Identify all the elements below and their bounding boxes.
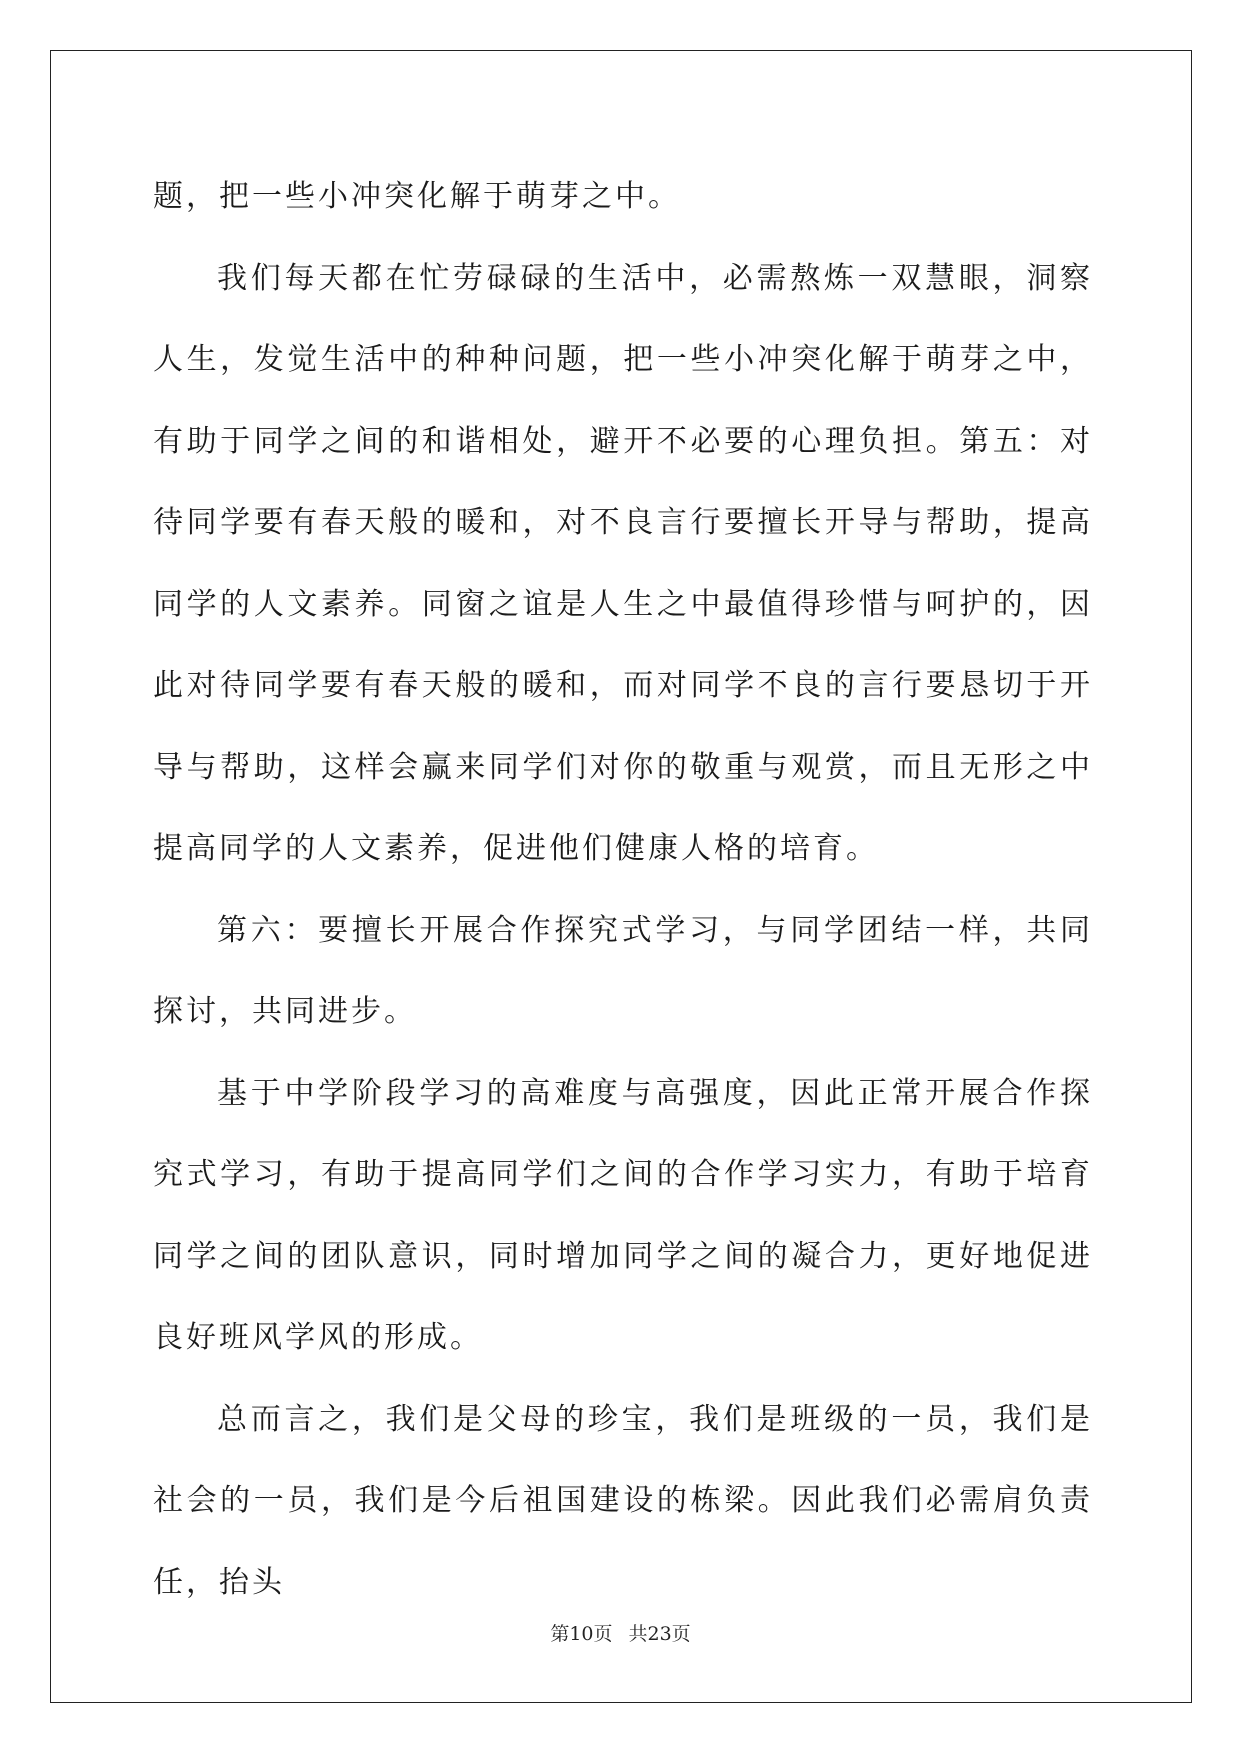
document-body (153, 156, 1093, 1623)
paragraph-1: 题，把一些小冲突化解于萌芽之中。 (153, 179, 681, 214)
page-total: 共23页 (628, 1623, 691, 1645)
paragraph-5: 总而言之，我们是父母的珍宝，我们是班级的一员，我们是社会的一员，我们是今后祖国建设的栋梁。因此我们必需肩负责任，抬头 (153, 1401, 1093, 1600)
paragraph-3: 第六：要擅长开展合作探究式学习，与同学团结一样，共同探讨，共同进步。 (153, 912, 1093, 1029)
page-number: 第10页 (550, 1623, 613, 1645)
page-footer (0, 1619, 1241, 1646)
paragraph-2: 我们每天都在忙劳碌碌的生活中，必需熬炼一双慧眼，洞察人生，发觉生活中的种种问题，把一些小冲突化解于萌芽之中，有助于同学之间的和谐相处，避开不必要的心理负担。第五：对待同学要有春天般的暖和，对不良言行要擅长开导与帮助，提高同学的人文素养。同窗之谊是人生之中最值得珍惜与呵护的，因此对待同学要有春天般的暖和，而对同学不良的言行要恳切于开导与帮助，这样会赢来同学们对你的敬重与观赏，而且无形之中提高同学的人文素养，促进他们健康人格的培育。 (153, 260, 1093, 866)
paragraph-4: 基于中学阶段学习的高难度与高强度，因此正常开展合作探究式学习，有助于提高同学们之间的合作学习实力，有助于培育同学之间的团队意识，同时增加同学之间的凝合力，更好地促进良好班风学风的形成。 (153, 1075, 1093, 1355)
